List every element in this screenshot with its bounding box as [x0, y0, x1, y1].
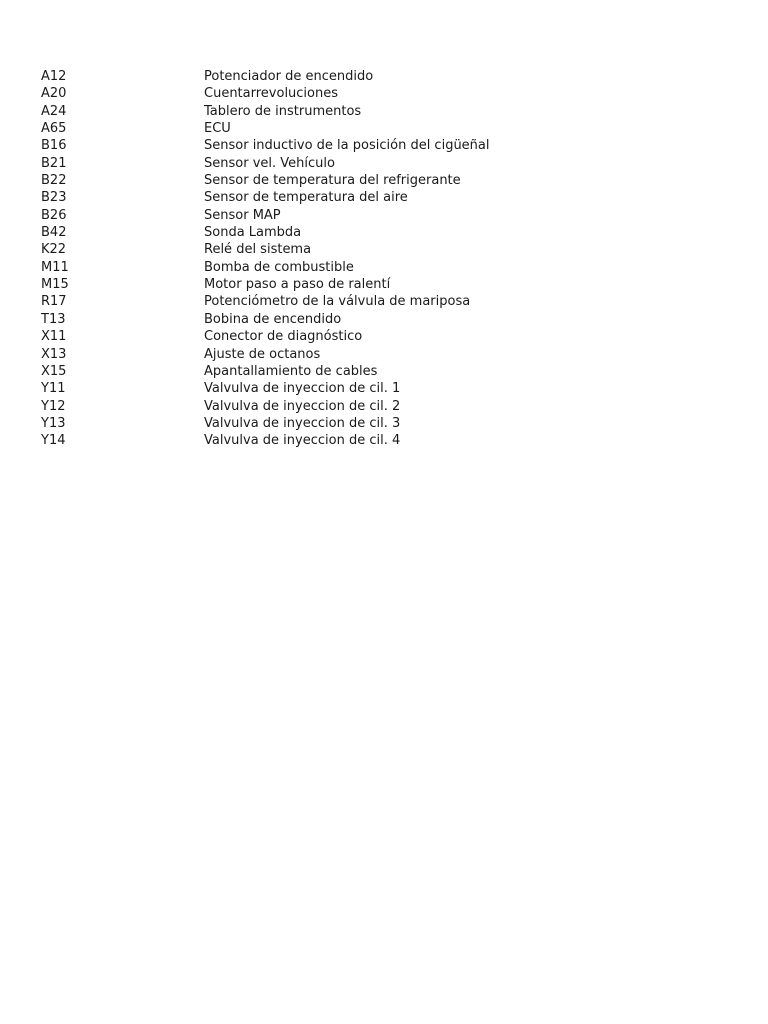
component-code: A65: [41, 121, 67, 137]
legend-row: [41, 189, 641, 206]
component-code: B22: [41, 173, 67, 189]
legend-row: [41, 259, 641, 276]
component-code: B26: [41, 207, 67, 223]
component-description: Potenciómetro de la válvula de mariposa: [204, 294, 471, 310]
legend-row: [41, 328, 641, 345]
component-code: Y11: [41, 381, 66, 397]
component-code: Y13: [41, 415, 66, 431]
component-description: Potenciador de encendido: [204, 69, 374, 84]
component-description: Sensor inductivo de la posición del cigüeñal: [204, 138, 490, 154]
legend-row: [41, 224, 641, 241]
legend-row: [41, 172, 641, 189]
component-description: Sensor de temperatura del refrigerante: [204, 173, 461, 189]
component-description: Cuentarrevoluciones: [204, 86, 339, 102]
component-code: B42: [41, 225, 67, 241]
legend-row: [41, 346, 641, 363]
component-code: M11: [41, 259, 69, 275]
legend-row: [41, 120, 641, 137]
component-description: Valvulva de inyeccion de cil. 1: [204, 381, 401, 397]
component-code: X11: [41, 329, 67, 345]
component-description: Valvulva de inyeccion de cil. 3: [204, 415, 401, 431]
component-code: B23: [41, 190, 67, 206]
component-code: A20: [41, 86, 67, 102]
component-code: X13: [41, 346, 67, 362]
legend-row: [41, 68, 641, 85]
component-code: Y14: [41, 433, 66, 449]
component-legend: [41, 68, 641, 450]
component-code: B21: [41, 155, 67, 171]
component-description: Sonda Lambda: [204, 225, 302, 241]
legend-row: [41, 276, 641, 293]
legend-row: [41, 155, 641, 172]
legend-row: [41, 293, 641, 310]
component-code: T13: [41, 311, 66, 327]
component-code: K22: [41, 242, 67, 258]
component-code: A24: [41, 103, 67, 119]
legend-row: [41, 103, 641, 120]
legend-row: [41, 363, 641, 380]
component-code: Y12: [41, 398, 66, 414]
legend-row: [41, 207, 641, 224]
component-code: R17: [41, 294, 67, 310]
component-description: ECU: [204, 121, 231, 137]
legend-row: [41, 398, 641, 415]
component-code: X15: [41, 363, 67, 379]
legend-row: [41, 241, 641, 258]
component-code: M15: [41, 277, 69, 293]
legend-row: [41, 311, 641, 328]
component-description: Sensor MAP: [204, 207, 281, 223]
component-description: Bobina de encendido: [204, 311, 342, 327]
component-description: Conector de diagnóstico: [204, 329, 363, 345]
legend-row: [41, 137, 641, 154]
legend-row: [41, 415, 641, 432]
component-description: Tablero de instrumentos: [204, 103, 362, 119]
legend-row: [41, 380, 641, 397]
component-description: Sensor vel. Vehículo: [204, 155, 335, 171]
component-code: B16: [41, 138, 67, 154]
component-description: Apantallamiento de cables: [204, 363, 378, 379]
component-description: Motor paso a paso de ralentí: [204, 277, 391, 293]
component-description: Sensor de temperatura del aire: [204, 190, 408, 206]
component-description: Bomba de combustible: [204, 259, 354, 275]
component-description: Valvulva de inyeccion de cil. 4: [204, 433, 401, 449]
component-description: Valvulva de inyeccion de cil. 2: [204, 398, 401, 414]
component-description: Relé del sistema: [204, 242, 312, 258]
legend-row: [41, 85, 641, 102]
legend-row: [41, 432, 641, 449]
component-code: A12: [41, 69, 67, 84]
component-description: Ajuste de octanos: [204, 346, 321, 362]
